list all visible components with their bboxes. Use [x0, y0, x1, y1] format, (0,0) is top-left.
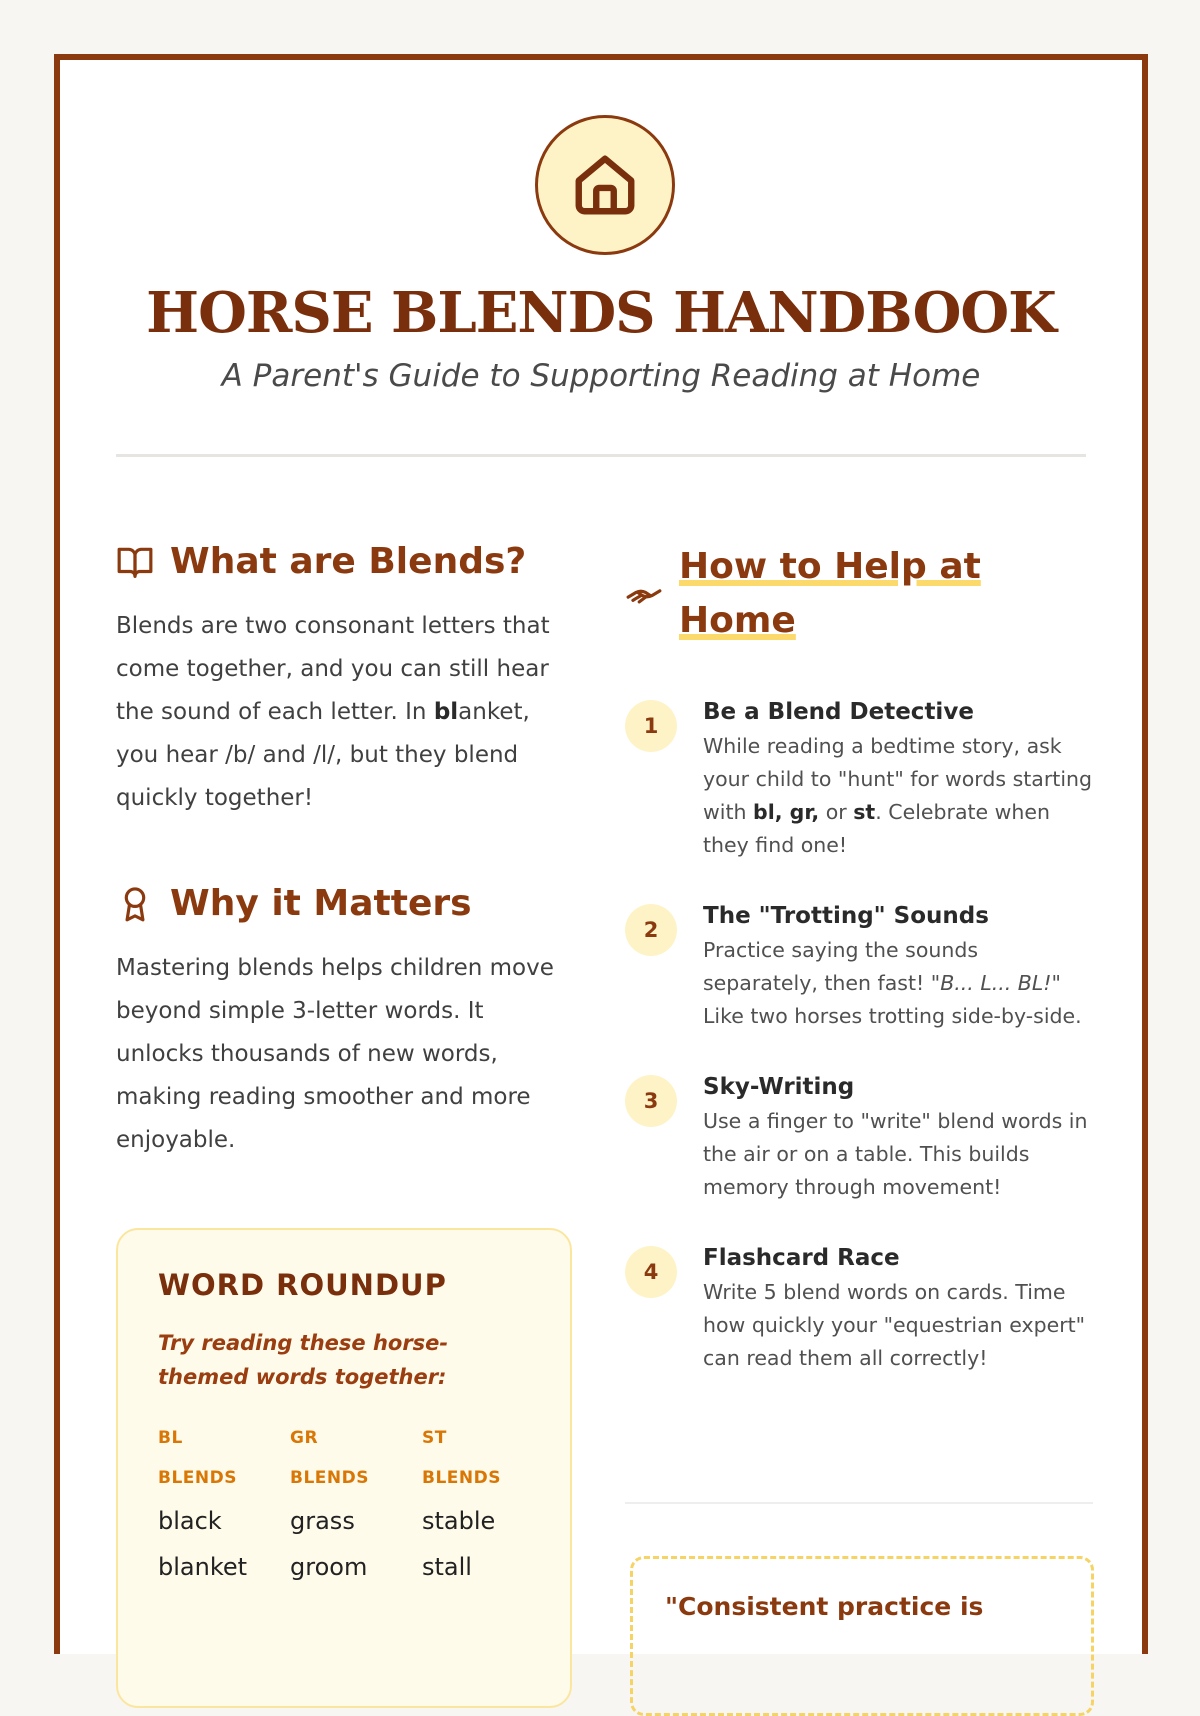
what-are-blends-text: Blends are two consonant letters that come together, and you can still hear the sound of each letter. In blanket, you hear /b/ and /l/, but they blend quickly together! — [116, 613, 550, 812]
word-item: grass — [290, 1507, 355, 1535]
house-icon — [570, 150, 640, 220]
help-step — [625, 1071, 1095, 1204]
help-steps-list — [625, 696, 1095, 1375]
right-column — [625, 540, 1095, 1413]
why-it-matters-heading — [116, 882, 576, 925]
step-title: Be a Blend Detective — [703, 699, 974, 725]
what-are-blends-heading — [116, 540, 576, 583]
word-column-st — [422, 1418, 524, 1590]
step-number-badge: 3 — [625, 1075, 677, 1127]
step-text: Write 5 blend words on cards. Time how quickly your "equestrian expert" can read them all correctly! — [703, 1280, 1086, 1370]
help-step — [625, 1242, 1095, 1375]
word-column-heading: BL BLENDS — [158, 1428, 237, 1488]
word-roundup-title: WORD ROUNDUP — [158, 1268, 447, 1302]
left-column — [116, 540, 576, 1162]
right-column-divider — [625, 1502, 1093, 1504]
how-to-help-heading — [625, 540, 1095, 648]
why-it-matters-title: Why it Matters — [170, 883, 472, 925]
step-text: Practice saying the sounds separately, then fast! "B... L... BL!" Like two horses trotting side-by-side. — [703, 938, 1082, 1028]
help-step — [625, 696, 1095, 862]
word-item: blanket — [158, 1553, 248, 1581]
word-item: groom — [290, 1553, 368, 1581]
header-divider — [116, 454, 1086, 457]
what-are-blends-title: What are Blends? — [170, 541, 527, 582]
how-to-help-title: How to Help at Home — [679, 546, 981, 641]
word-item: stall — [422, 1553, 472, 1581]
step-text: While reading a bedtime story, ask your child to "hunt" for words starting with bl, gr, or st. Celebrate when they find one! — [703, 734, 1093, 857]
word-roundup-card — [116, 1228, 572, 1708]
step-title: Flashcard Race — [703, 1245, 900, 1271]
quote-card — [630, 1556, 1094, 1716]
help-step — [625, 900, 1095, 1033]
award-ribbon-icon — [116, 885, 154, 923]
page-title: HORSE BLENDS HANDBOOK — [146, 280, 1056, 346]
word-item: stable — [422, 1507, 496, 1535]
word-item: black — [158, 1507, 222, 1535]
step-number-badge: 4 — [625, 1246, 677, 1298]
quote-text: "Consistent practice is — [665, 1592, 984, 1621]
step-number-badge: 1 — [625, 700, 677, 752]
word-column-bl — [158, 1418, 260, 1590]
logo-badge — [535, 115, 675, 255]
word-column-heading: ST BLENDS — [422, 1428, 501, 1488]
handshake-icon — [625, 575, 663, 613]
word-grid — [158, 1418, 530, 1590]
open-book-icon — [116, 543, 154, 581]
step-title: Sky-Writing — [703, 1074, 855, 1100]
step-number-badge: 2 — [625, 904, 677, 956]
word-column-heading: GR BLENDS — [290, 1428, 369, 1488]
handbook-page — [54, 54, 1148, 1654]
step-title: The "Trotting" Sounds — [703, 903, 989, 929]
step-text: Use a finger to "write" blend words in the air or on a table. This builds memory through movement! — [703, 1109, 1088, 1199]
word-roundup-subtitle: Try reading these horse-themed words together: — [158, 1331, 449, 1389]
word-column-gr — [290, 1418, 392, 1590]
why-it-matters-text: Mastering blends helps children move beyond simple 3-letter words. It unlocks thousands of new words, making reading smoother and more enjoyable. — [116, 955, 554, 1154]
page-subtitle: A Parent's Guide to Supporting Reading at Home — [221, 358, 981, 394]
blend-example: bl — [433, 699, 459, 726]
